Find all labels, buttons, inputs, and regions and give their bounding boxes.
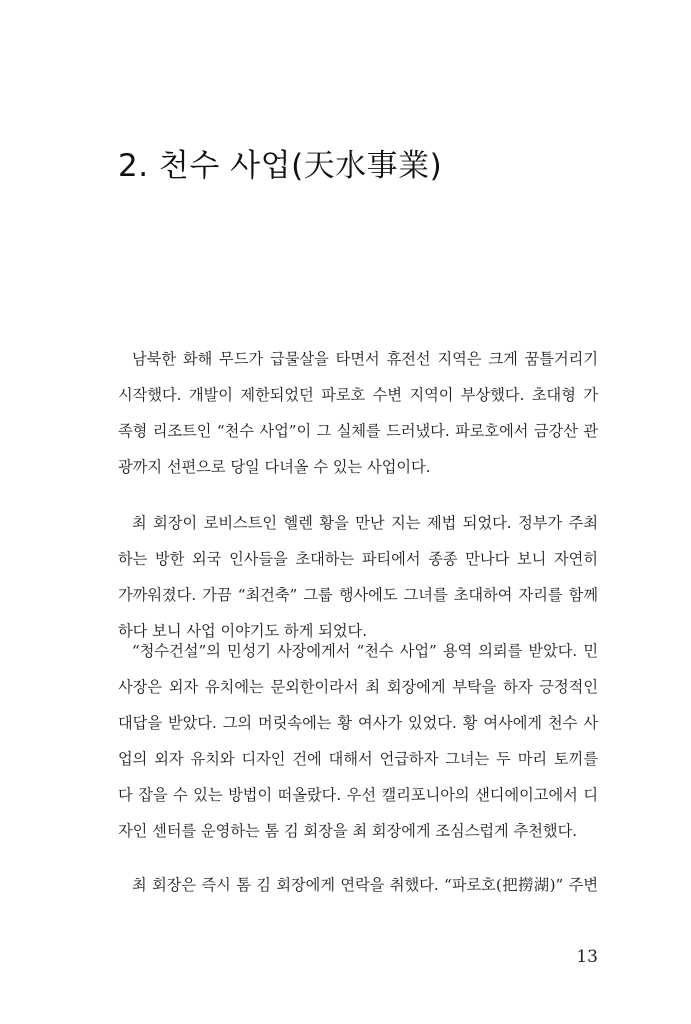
- text-line: 광까지 선편으로 당일 다녀올 수 있는 사업이다.: [118, 458, 431, 476]
- text-line: 다 잡을 수 있는 방법이 떠올랐다. 우선 캘리포니아의 샌디에이고에서 디: [118, 786, 598, 804]
- text-line: 족형 리조트인 “천수 사업”이 그 실체를 드러냈다. 파로호에서 금강산 관: [118, 422, 598, 440]
- text-line: 최 회장은 즉시 톰 김 회장에게 연락을 취했다. “파로호(把撈湖)” 주변: [132, 876, 598, 894]
- text-line: 최 회장이 로비스트인 헬렌 황을 만난 지는 제법 되었다. 정부가 주최: [132, 514, 598, 532]
- text-line: 하는 방한 외국 인사들을 초대하는 파티에서 종종 만나다 보니 자연히: [118, 550, 598, 568]
- paragraph: [118, 867, 598, 903]
- text-line: 사장은 외자 유치에는 문외한이라서 최 회장에게 부탁을 하자 긍정적인: [118, 678, 598, 696]
- text-line: 시작했다. 개발이 제한되었던 파로호 수변 지역이 부상했다. 초대형 가: [118, 386, 598, 404]
- text-line: 가까워졌다. 가끔 “최건축” 그룹 행사에도 그녀를 초대하여 자리를 함께: [118, 586, 598, 604]
- text-line: 대답을 받았다. 그의 머릿속에는 황 여사가 있었다. 황 여사에게 천수 사: [118, 714, 598, 732]
- paragraph: [118, 633, 598, 849]
- text-line: 하다 보니 사업 이야기도 하게 되었다.: [118, 622, 368, 640]
- text-line: 자인 센터를 운영하는 톰 김 회장을 최 회장에게 조심스럽게 추천했다.: [118, 822, 578, 840]
- text-line: 남북한 화해 무드가 급물살을 타면서 휴전선 지역은 크게 꿈틀거리기: [132, 350, 598, 368]
- paragraph: [118, 505, 598, 649]
- chapter-title: 2. 천수 사업(天水事業): [118, 148, 443, 184]
- text-line: “청수건설”의 민성기 사장에게서 “천수 사업” 용역 의뢰를 받았다. 민: [132, 642, 598, 660]
- paragraph: [118, 341, 598, 485]
- text-line: 업의 외자 유치와 디자인 건에 대해서 언급하자 그녀는 두 마리 토끼를: [118, 750, 598, 768]
- page-number: 13: [576, 947, 598, 967]
